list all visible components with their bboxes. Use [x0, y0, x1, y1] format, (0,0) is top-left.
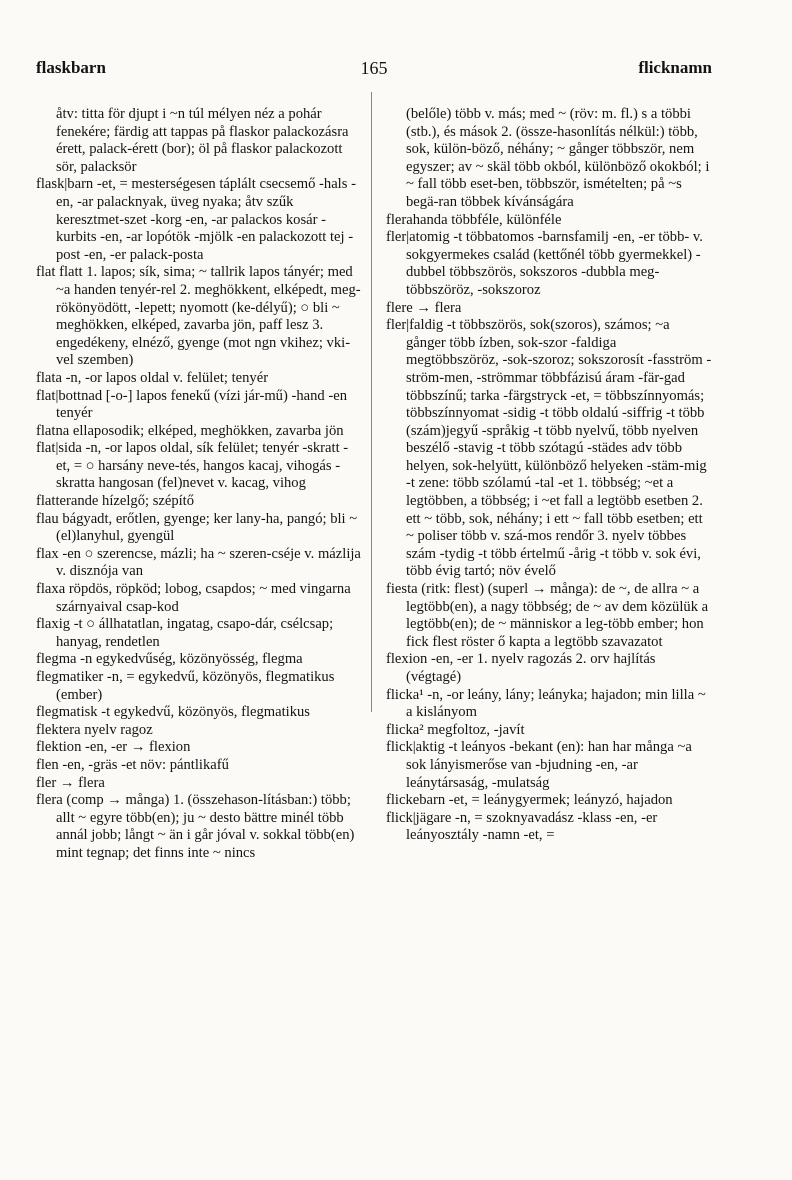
page-header [36, 58, 712, 80]
dictionary-entry: flegmatisk -t egykedvű, közönyös, flegmatikus [36, 704, 310, 721]
dictionary-entry: flickebarn -et, = leánygyermek; leányzó, hajadon [386, 792, 673, 809]
dictionary-entry: fler|atomig -t többatomos -barnsfamilj -en, -er több- v. sokgyermekes család (kettőnél több gyermekkel) -dubbel többszörös, sokszoros -dubbla meg-többszöröz, -sokszoroz [386, 229, 703, 298]
dictionary-entry: (belőle) több v. más; med ~ (röv: m. fl.) s a többi (stb.), és mások 2. (össze-hasonlítás nélkül:) több, sok, külön-böző, néhány; ~ gånger többször, nem egyszer; av ~ skäl több okból, különböző okokból; i ~ fall több eset-ben, többször, ismételten; på ~s begä-ran többek kívánságára [406, 106, 710, 210]
dictionary-entry: flegmatiker -n, = egykedvű, közönyös, flegmatikus (ember) [36, 669, 335, 703]
dictionary-entry: flen -en, -gräs -et növ: pántlikafű [36, 756, 229, 773]
dictionary-entry: flicka² megfoltoz, -javít [386, 721, 525, 738]
dictionary-entry: flat flatt 1. lapos; sík, sima; ~ tallrik lapos tányér; med ~a handen tenyér-rel 2. meghökkent, elképedt, meg-rökönyödött, -lepett; nyomott (ke-délyű); ○ bli ~ meghökken, elképed, zavarba jön, paff lesz 3. engedékeny, elnéző, gyenge (mot ngn vkihez; vki-vel szemben) [36, 264, 361, 369]
dictionary-entry: fiesta (ritk: flest) (superl → många): de ~, de allra ~ a legtöbb(en), a nagy többség; de ~ av dem közülük a legtöbb(en); de ~ människor a leg-több ember; hon fick flest röster ő kapta a legtöbb szavazatot [386, 581, 709, 650]
dictionary-entry: fler|faldig -t többszörös, sok(szoros), számos; ~a gånger több ízben, sok-szor -faldiga megtöbbszöröz, -sok-szoroz; sokszorosít -fasström -ström-men, -strömmar többfázisú áram -fär-gad többszínű; tarka -färgstryck -et, = többszínnyomás; többszínnyomat -sidig -t több oldalú -siffrig -t több (szám)jegyű -språkig -t több nyelvű, több nyelven beszélő -stavig -t több szótagú -städes adv több helyen, sok-helyütt, különböző helyeken -stäm-mig -t zene: több szólamú -tal -et 1. többség; ~et a legtöbben, a többség; i ~et fall a legtöbb esetben 2. ett ~ több, sok, néhány; i ett ~ fall több esetben; ett ~ poliser több v. szá-mos rendőr 3. nyelv többes szám -tydig -t több értelmű -årig -t több v. sok évi, több évig tartó; növ évelő [386, 317, 712, 580]
dictionary-entry: flatna ellaposodik; elképed, meghökken, zavarba jön [36, 422, 344, 439]
dictionary-entry: flegma -n egykedvűség, közönyösség, flegma [36, 651, 303, 668]
header-left-guideword: flaskbarn [36, 58, 106, 77]
dictionary-entry: flask|barn -et, = mesterségesen táplált csecsemő -hals -en, -ar palacknyak, üveg nyaka; åtv szűk keresztmet-szet -korg -en, -ar palackos kosár -kurbits -en, -ar lopótök -mjölk -en palackozott tej -post -en, -er palack-posta [36, 176, 356, 263]
dictionary-entry: flaxig -t ○ állhatatlan, ingatag, csapo-dár, csélcsap; hanyag, rendetlen [36, 616, 334, 650]
dictionary-entry: flat|bottnad [-o-] lapos fenekű (vízi jár-mű) -hand -en tenyér [36, 387, 348, 422]
dictionary-entry: flexion -en, -er 1. nyelv ragozás 2. orv hajlítás (végtagé) [386, 651, 656, 685]
dictionary-entry: flata -n, -or lapos oldal v. felület; tenyér [36, 369, 269, 386]
dictionary-entry: flick|aktig -t leányos -bekant (en): han har många ~a sok lányismerőse van -bjudning -en, -ar leánytársaság, -mulatság [386, 739, 692, 791]
dictionary-entry: flick|jägare -n, = szoknyavadász -klass -en, -er leányosztály -namn -et, = [386, 809, 658, 844]
dictionary-entry: flaxa röpdös, röpköd; lobog, csapdos; ~ med vingarna szárnyaival csap-kod [36, 581, 351, 615]
dictionary-entry: flatterande hízelgő; szépítő [36, 493, 195, 510]
dictionary-entry: flerahanda többféle, különféle [386, 211, 562, 228]
header-right-guideword: flicknamn [638, 58, 712, 77]
dictionary-entry: flektera nyelv ragoz [36, 721, 153, 738]
dictionary-entry: flau bágyadt, erőtlen, gyenge; ker lany-ha, pangó; bli ~ (el)lanyhul, gyengül [36, 510, 358, 545]
dictionary-entry: åtv: titta för djupt i ~n túl mélyen néz a pohár fenekére; färdig att tappas på flaskor palackozásra érett, palack-érett (bor); öl på flaskor palackozott sör, palacksör [56, 106, 349, 175]
dictionary-entry: flax -en ○ szerencse, mázli; ha ~ szeren-cséje v. mázlija v. disznója van [36, 545, 361, 580]
dictionary-entry: flere → flera [386, 299, 462, 316]
dictionary-entry: flera (comp → många) 1. (összehason-lításban:) több; allt ~ egyre több(en); ju ~ desto bättre minél több annál jobb; långt ~ än i går jóval v. sokkal több(en) mint tegnap; det finns inte ~ nincs [36, 792, 355, 861]
dictionary-entry: flicka¹ -n, -or leány, lány; leányka; hajadon; min lilla ~ a kislányom [386, 686, 706, 721]
dictionary-entry: fler → flera [36, 774, 105, 791]
right-column [386, 106, 712, 845]
dictionary-entry: flektion -en, -er → flexion [36, 739, 191, 756]
left-column [36, 106, 362, 863]
column-divider [371, 92, 372, 712]
dictionary-entry: flat|sida -n, -or lapos oldal, sík felület; tenyér -skratt -et, = ○ harsány neve-tés, hangos kacaj, vihogás -skratta hangosan (fel)nevet v. kacag, vihog [36, 440, 349, 492]
page-number: 165 [360, 58, 388, 78]
